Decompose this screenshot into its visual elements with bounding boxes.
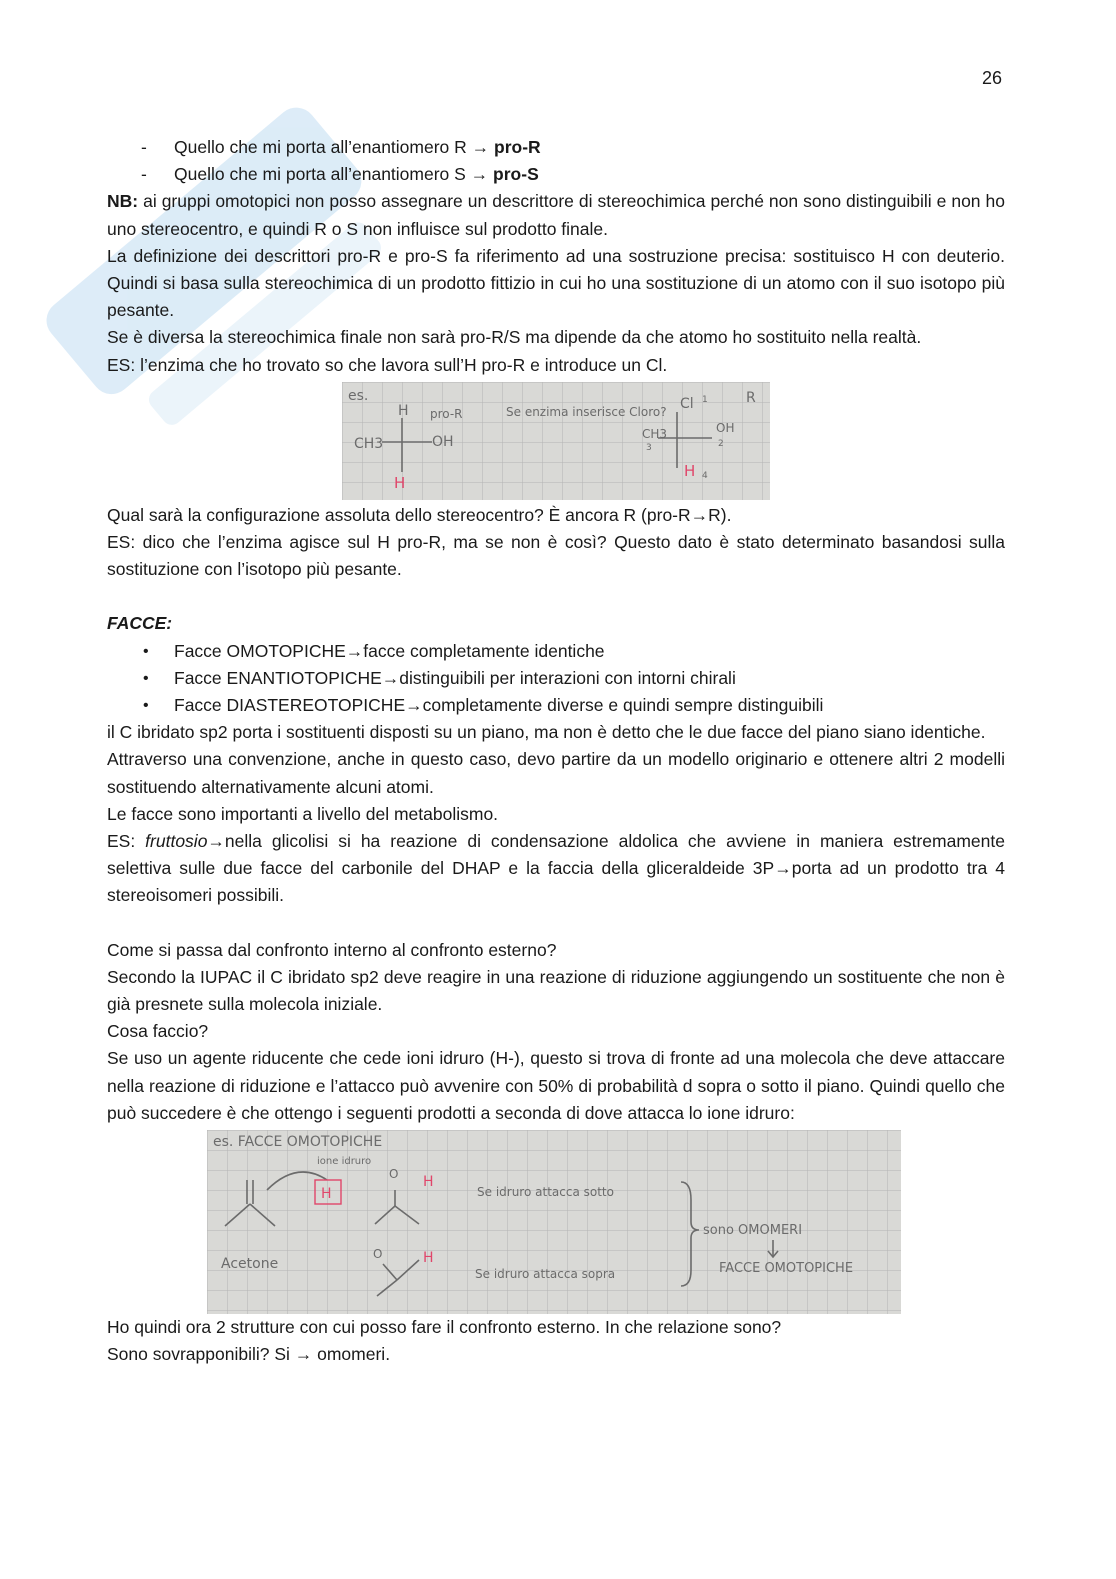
spacer xyxy=(107,583,1005,610)
list-item: • Facce DIASTEREOTOPICHE→completamente diverse e quindi sempre distinguibili xyxy=(107,692,1005,719)
ch3-label: CH3 xyxy=(354,435,384,452)
paragraph: La definizione dei descrittori pro-R e pro-S fa riferimento ad una sostruzione precisa: sostituisco H con deuterio. Quindi si basa sulla stereochimica di un prodotto fittizio in cui ho una sostituzione di un atomo con il suo isotopo più pesante. xyxy=(107,245,1005,321)
oh-right-label: OH xyxy=(716,420,735,435)
paragraph: Le facce sono importanti a livello del metabolismo. xyxy=(107,803,499,824)
page-content xyxy=(107,134,1005,1369)
paragraph: Se è diversa la stereochimica finale non sarà pro-R/S ma dipende da che atomo ho sostituito nella realtà. xyxy=(107,327,922,348)
paragraph: Attraverso una convenzione, anche in questo caso, devo partire da un modello originario e ottenere altri 2 modelli sostituendo alternativamente alcuni atomi. xyxy=(107,749,1005,797)
paragraph: Secondo la IUPAC il C ibridato sp2 deve reagire in una reazione di riduzione aggiungendo un sostituente che non è già presnete sulla molecola iniziale. xyxy=(107,966,1005,1015)
acetone-label: Acetone xyxy=(221,1256,279,1273)
priority-2: 2 xyxy=(718,438,724,449)
r-label: R xyxy=(746,389,756,406)
priority-3: 3 xyxy=(646,442,652,453)
nb-paragraph: NB: ai gruppi omotopici non posso assegnare un descrittore di stereochimica perché non sono distinguibili e non ho uno stereocentro, e quindi R o S non influisce sul prodotto finale. xyxy=(107,191,1005,239)
attack-above-label: Se idruro attacca sopra xyxy=(475,1267,616,1282)
page-number: 26 xyxy=(982,68,1003,88)
list-item: • Facce ENANTIOTOPICHE→distinguibili per interazioni con intorni chirali xyxy=(107,665,1005,692)
oxygen-bottom-label: O xyxy=(373,1247,383,1262)
facce-list xyxy=(107,638,1005,720)
paragraph: ES: fruttosio→nella glicolisi si ha reazione di condensazione aldolica che avviene in maniera estremamente selettiva sulle due facce del carbonile del DHAP e la faccia della gliceraldeide 3P→porta ad un prodotto tra 4 stereoisomeri possibili. xyxy=(107,831,1005,906)
es-label: es. xyxy=(348,387,369,404)
oh-label: OH xyxy=(432,433,454,450)
facce-omotopiche-label: FACCE OMOTOPICHE xyxy=(719,1261,854,1277)
paragraph: Come si passa dal confronto interno al confronto esterno? xyxy=(107,939,557,960)
list-item: • Facce OMOTOPICHE→facce completamente identiche xyxy=(107,638,1005,665)
h-bottom-label: H xyxy=(394,473,406,492)
h-top-label: H xyxy=(398,402,409,419)
paragraph: il C ibridato sp2 porta i sostituenti disposti su un piano, ma non è detto che le due facce del piano siano identiche. xyxy=(107,722,986,743)
paragraph: ES: dico che l’enzima agisce sul H pro-R, ma se non è così? Questo dato è stato determinato basandosi sulla sostituzione con l’isotopo più pesante. xyxy=(107,532,1005,580)
priority-4: 4 xyxy=(702,470,708,481)
hydride-box-label: H xyxy=(321,1186,332,1203)
handwritten-figure-omotopic-faces xyxy=(207,1130,901,1314)
oxygen-top-label: O xyxy=(389,1167,399,1182)
paragraph: ES: l’enzima che ho trovato so che lavora sull’H pro-R e introduce un Cl. xyxy=(107,354,668,375)
list-item: - Quello che mi porta all’enantiomero S → pro-S xyxy=(107,161,1005,188)
h-right-label: H xyxy=(684,461,696,480)
attack-below-label: Se idruro attacca sotto xyxy=(477,1185,614,1200)
figure-title: es. FACCE OMOTOPICHE xyxy=(213,1134,383,1151)
handwritten-figure-pro-r xyxy=(342,382,770,500)
paragraph: Cosa faccio? xyxy=(107,1021,209,1042)
enzyme-note: Se enzima inserisce Cloro? xyxy=(506,404,667,419)
paragraph: Ho quindi ora 2 strutture con cui posso fare il confronto esterno. In che relazione sono? xyxy=(107,1317,782,1338)
paragraph: Qual sarà la configurazione assoluta dello stereocentro? È ancora R (pro-R→R). xyxy=(107,504,732,525)
ch3-right-label: CH3 xyxy=(642,426,668,441)
list-item: - Quello che mi porta all’enantiomero R → pro-R xyxy=(107,134,1005,161)
hydride-top-label: H xyxy=(423,1174,434,1191)
paragraph: Sono sovrapponibili? Si → omomeri. xyxy=(107,1344,391,1365)
spacer xyxy=(107,910,1005,937)
priority-1: 1 xyxy=(702,394,708,405)
cl-label: Cl xyxy=(680,395,694,412)
facce-heading: FACCE: xyxy=(107,613,173,634)
pro-r-label: pro-R xyxy=(430,406,463,421)
paragraph: Se uso un agente riducente che cede ioni idruro (H-), questo si trova di fronte ad una molecola che deve attaccare nella reazione di riduzione e l’attacco può avvenire con 50% di probabilità d sopra o sotto il piano. Quindi quello che può succedere è che ottengo i seguenti prodotti a seconda di dove attacca lo ione idruro: xyxy=(107,1048,1005,1123)
pro-descriptor-list xyxy=(107,134,1005,188)
hydride-bottom-label: H xyxy=(423,1250,434,1267)
ione-idruro-label: ione idruro xyxy=(317,1156,372,1168)
omomeri-label: sono OMOMERI xyxy=(703,1223,803,1239)
